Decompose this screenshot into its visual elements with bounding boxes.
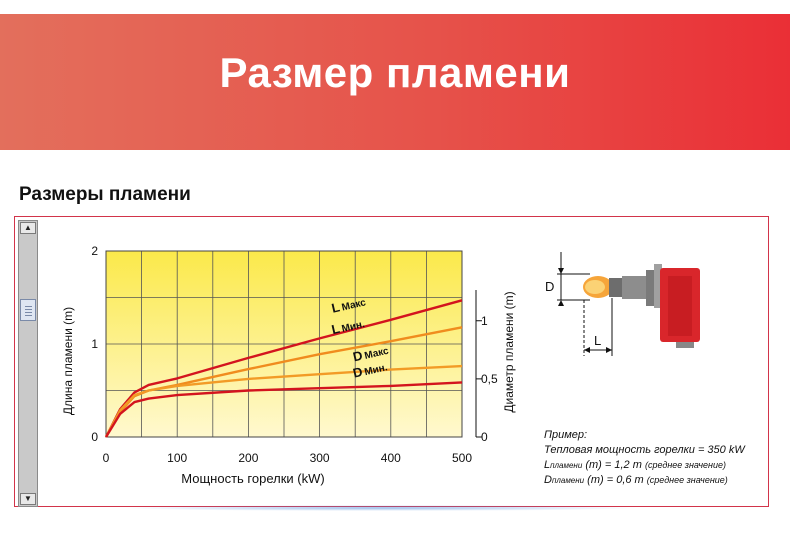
x-tick-label: 200 xyxy=(238,451,259,465)
x-tick-label: 400 xyxy=(380,451,401,465)
x-tick-label: 300 xyxy=(309,451,330,465)
y-right-tick-label: 1 xyxy=(481,313,488,328)
example-line-power: Тепловая мощность горелки = 350 kW xyxy=(544,444,745,456)
burner-diagram xyxy=(545,252,700,356)
x-tick-label: 0 xyxy=(102,451,110,465)
series-label: DМакс xyxy=(351,345,390,365)
example-line-length: Lпламени (m) = 1,2 m (среднее значение) xyxy=(544,459,726,471)
example-heading: Пример: xyxy=(544,429,588,441)
series-label: LМин. xyxy=(330,318,366,338)
triangle-down-icon: ▼ xyxy=(24,494,32,503)
y-right-axis-label: Диаметр пламени (m) xyxy=(502,291,516,413)
diagram-label-d: D xyxy=(545,279,555,294)
section-title: Размеры пламени xyxy=(19,184,191,205)
y-right-tick-label: 0,5 xyxy=(481,371,498,386)
y-left-tick-labels xyxy=(91,244,98,444)
y-right-axis xyxy=(476,290,498,444)
x-axis-label: Мощность горелки (kW) xyxy=(181,471,325,486)
y-right-tick-label: 0 xyxy=(481,430,488,444)
y-left-tick-label: 2 xyxy=(91,244,98,258)
diagram-label-l: L xyxy=(594,333,602,348)
example-line-diameter: Dпламени (m) = 0,6 m (среднее значение) xyxy=(544,474,728,486)
series-label: DМин. xyxy=(351,362,389,381)
page-title: Размер пламени xyxy=(219,49,571,96)
y-left-tick-label: 0 xyxy=(91,430,98,444)
series-label: LМакс xyxy=(330,297,367,316)
triangle-up-icon: ▲ xyxy=(24,223,32,232)
x-tick-label: 500 xyxy=(451,451,473,465)
y-left-tick-label: 1 xyxy=(91,337,98,351)
x-tick-label: 100 xyxy=(167,451,188,465)
example-block xyxy=(544,428,745,488)
x-tick-labels xyxy=(103,451,473,465)
y-left-axis-label: Длина пламени (m) xyxy=(61,306,75,416)
